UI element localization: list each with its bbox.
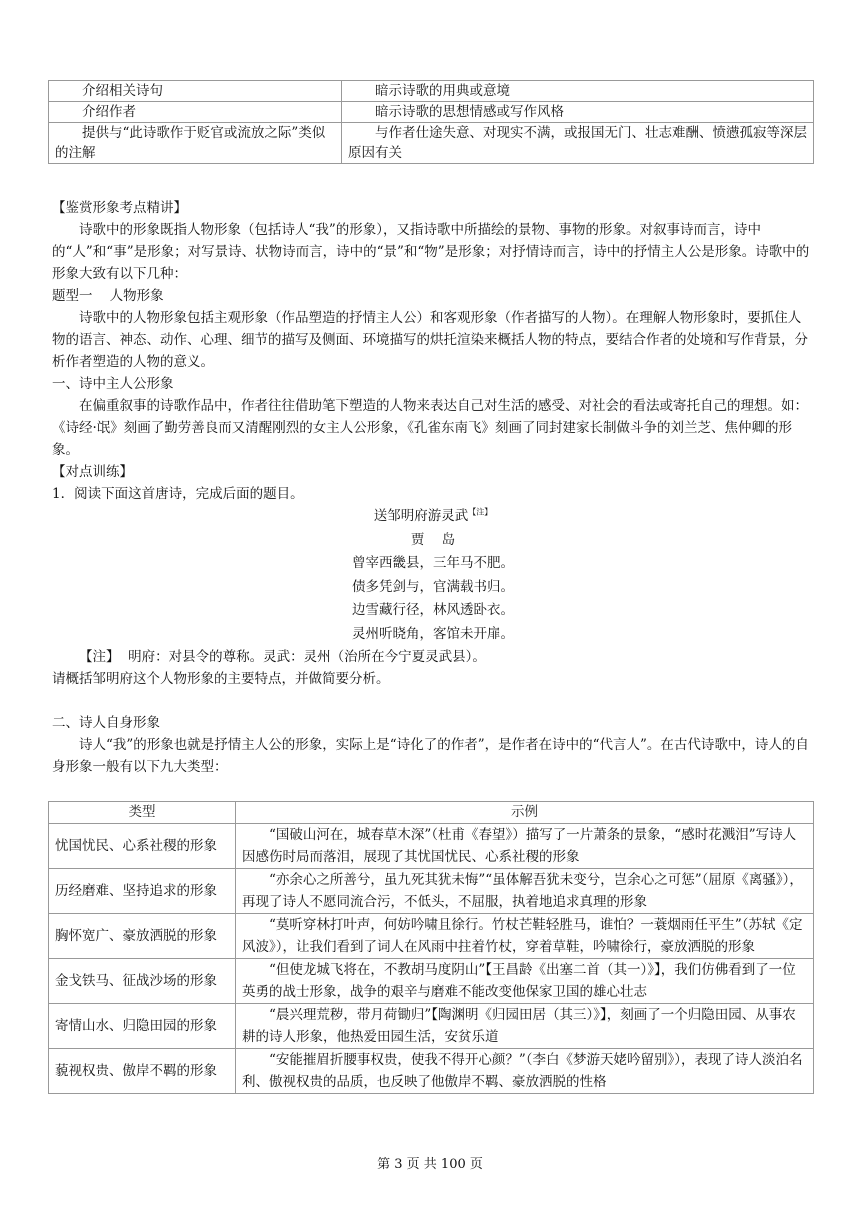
poem-line: 灵州听晓角，客馆未开扉。 — [352, 625, 514, 642]
table-row — [49, 1004, 814, 1049]
practice-heading: 【对点训练】 — [52, 464, 133, 480]
column-header-example: 示例 — [236, 802, 814, 824]
spacer — [52, 690, 814, 712]
table-row — [49, 123, 814, 164]
table-header-row — [49, 802, 814, 824]
poem — [52, 505, 814, 646]
poem-line: 边雪藏行径，林风透卧衣。 — [352, 602, 514, 618]
table-row — [49, 102, 814, 123]
type1-paragraph: 诗歌中的人物形象包括主观形象（作品塑造的抒情主人公）和客观形象（作者描写的人物）。在理解人物形象时，要抓住人物的语言、神态、动作、心理、细节的描写及侧面、环境描写的烘托渲染来概括人物的特点，要结合作者的处境和写作背景，分析作者塑造的人物的意义。 — [52, 310, 808, 370]
sub2-paragraph: 诗人“我”的形象也就是抒情主人公的形象，实际上是“诗化了的作者”，是作者在诗中的“代言人”。在古代诗歌中，诗人的自身形象一般有以下九大类型： — [52, 737, 809, 775]
sub1-heading: 一、诗中主人公形象 — [52, 376, 174, 392]
type-cell: 金戈铁马、征战沙场的形象 — [49, 959, 236, 1004]
section-heading: 【鉴赏形象考点精讲】 — [52, 200, 187, 216]
table-cell: 介绍相关诗句 — [49, 81, 342, 102]
poem-line: 债多凭剑与，官满载书归。 — [352, 578, 514, 595]
example-cell: “国破山河在，城春草木深”（杜甫《春望》）描写了一片萧条的景象，“感时花溅泪”写诗人因感伤时局而落泪，展现了其忧国忧民、心系社稷的形象 — [236, 824, 814, 869]
poem-title-text: 送邹明府游灵武 — [373, 508, 469, 524]
question-text: 请概括邹明府这个人物形象的主要特点，并做简要分析。 — [52, 671, 390, 687]
table-row — [49, 959, 814, 1004]
poem-title — [52, 505, 814, 529]
table-row — [49, 824, 814, 869]
example-cell: “晨兴理荒秽，带月荷锄归”【陶渊明《归园田居（其三）》】，刻画了一个归隐田园、从事农耕的诗人形象，他热爱田园生活，安贫乐道 — [236, 1004, 814, 1049]
type-cell: 寄情山水、归隐田园的形象 — [49, 1004, 236, 1049]
sub1-paragraph: 在偏重叙事的诗歌作品中，作者往往借助笔下塑造的人物来表达自己对生活的感受、对社会的看法或寄托自己的理想。如：《诗经·氓》刻画了勤劳善良而又清醒刚烈的女主人公形象，《孔雀东南飞》刻画了同封建家长制做斗争的刘兰芝、焦仲卿的形象。 — [52, 398, 808, 458]
poem-author: 贾 岛 — [410, 531, 456, 548]
example-cell: “但使龙城飞将在，不教胡马度阴山”【王昌龄《出塞二首（其一）》】，我们仿佛看到了一位英勇的战士形象，战争的艰辛与磨难不能改变他保家卫国的雄心壮志 — [236, 959, 814, 1004]
example-cell: “亦余心之所善兮，虽九死其犹未悔”“虽体解吾犹未变兮，岂余心之可惩”（屈原《离骚》），再现了诗人不愿同流合污，不低头，不屈服，执着地追求真理的形象 — [236, 869, 814, 914]
type-cell: 藐视权贵、傲岸不羁的形象 — [49, 1049, 236, 1094]
poem-line: 曾宰西畿县，三年马不肥。 — [352, 555, 514, 571]
type-cell: 忧国忧民、心系社稷的形象 — [49, 824, 236, 869]
table-cell: 提供与“此诗歌作于贬官或流放之际”类似的注解 — [49, 123, 342, 164]
table-cell: 介绍作者 — [49, 102, 342, 123]
question-intro: 1．阅读下面这首唐诗，完成后面的题目。 — [52, 486, 304, 502]
example-cell: “莫听穿林打叶声，何妨吟啸且徐行。竹杖芒鞋轻胜马，谁怕？一蓑烟雨任平生”（苏轼《定风波》），让我们看到了词人在风雨中拄着竹杖，穿着草鞋，吟啸徐行，豪放洒脱的形象 — [236, 914, 814, 959]
table-cell: 与作者仕途失意、对现实不满，或报国无门、壮志难酬、愤懑孤寂等深层原因有关 — [342, 123, 814, 164]
table-row — [49, 914, 814, 959]
table-row — [49, 869, 814, 914]
main-text — [52, 197, 814, 778]
poem-note: 【注】 明府：对县令的尊称。灵武：灵州（治所在今宁夏灵武县）。 — [79, 649, 486, 665]
poem-note-mark: 【注】 — [468, 507, 493, 517]
intro-paragraph: 诗歌中的形象既指人物形象（包括诗人“我”的形象），又指诗歌中所描绘的景物、事物的形象。对叙事诗而言，诗中的“人”和“事”是形象；对写景诗、状物诗而言，诗中的“景”和“物”是形象；对抒情诗而言，诗中的抒情主人公是形象。诗歌中的形象大致有以下几种： — [52, 222, 810, 282]
image-type-table — [48, 801, 814, 1094]
type-cell: 胸怀宽广、豪放洒脱的形象 — [49, 914, 236, 959]
type1-heading: 题型一 人物形象 — [52, 288, 164, 304]
example-cell: “安能摧眉折腰事权贵，使我不得开心颜？”（李白《梦游天姥吟留别》），表现了诗人淡泊名利、傲视权贵的品质，也反映了他傲岸不羁、豪放洒脱的性格 — [236, 1049, 814, 1094]
table-cell: 暗示诗歌的用典或意境 — [342, 81, 814, 102]
column-header-type: 类型 — [49, 802, 236, 824]
table-row — [49, 81, 814, 102]
table-cell: 暗示诗歌的思想情感或写作风格 — [342, 102, 814, 123]
page-footer: 第 3 页 共 100 页 — [377, 1157, 483, 1172]
type-cell: 历经磨难、坚持追求的形象 — [49, 869, 236, 914]
table-row — [49, 1049, 814, 1094]
clue-table — [48, 80, 814, 164]
sub2-heading: 二、诗人自身形象 — [52, 715, 160, 731]
